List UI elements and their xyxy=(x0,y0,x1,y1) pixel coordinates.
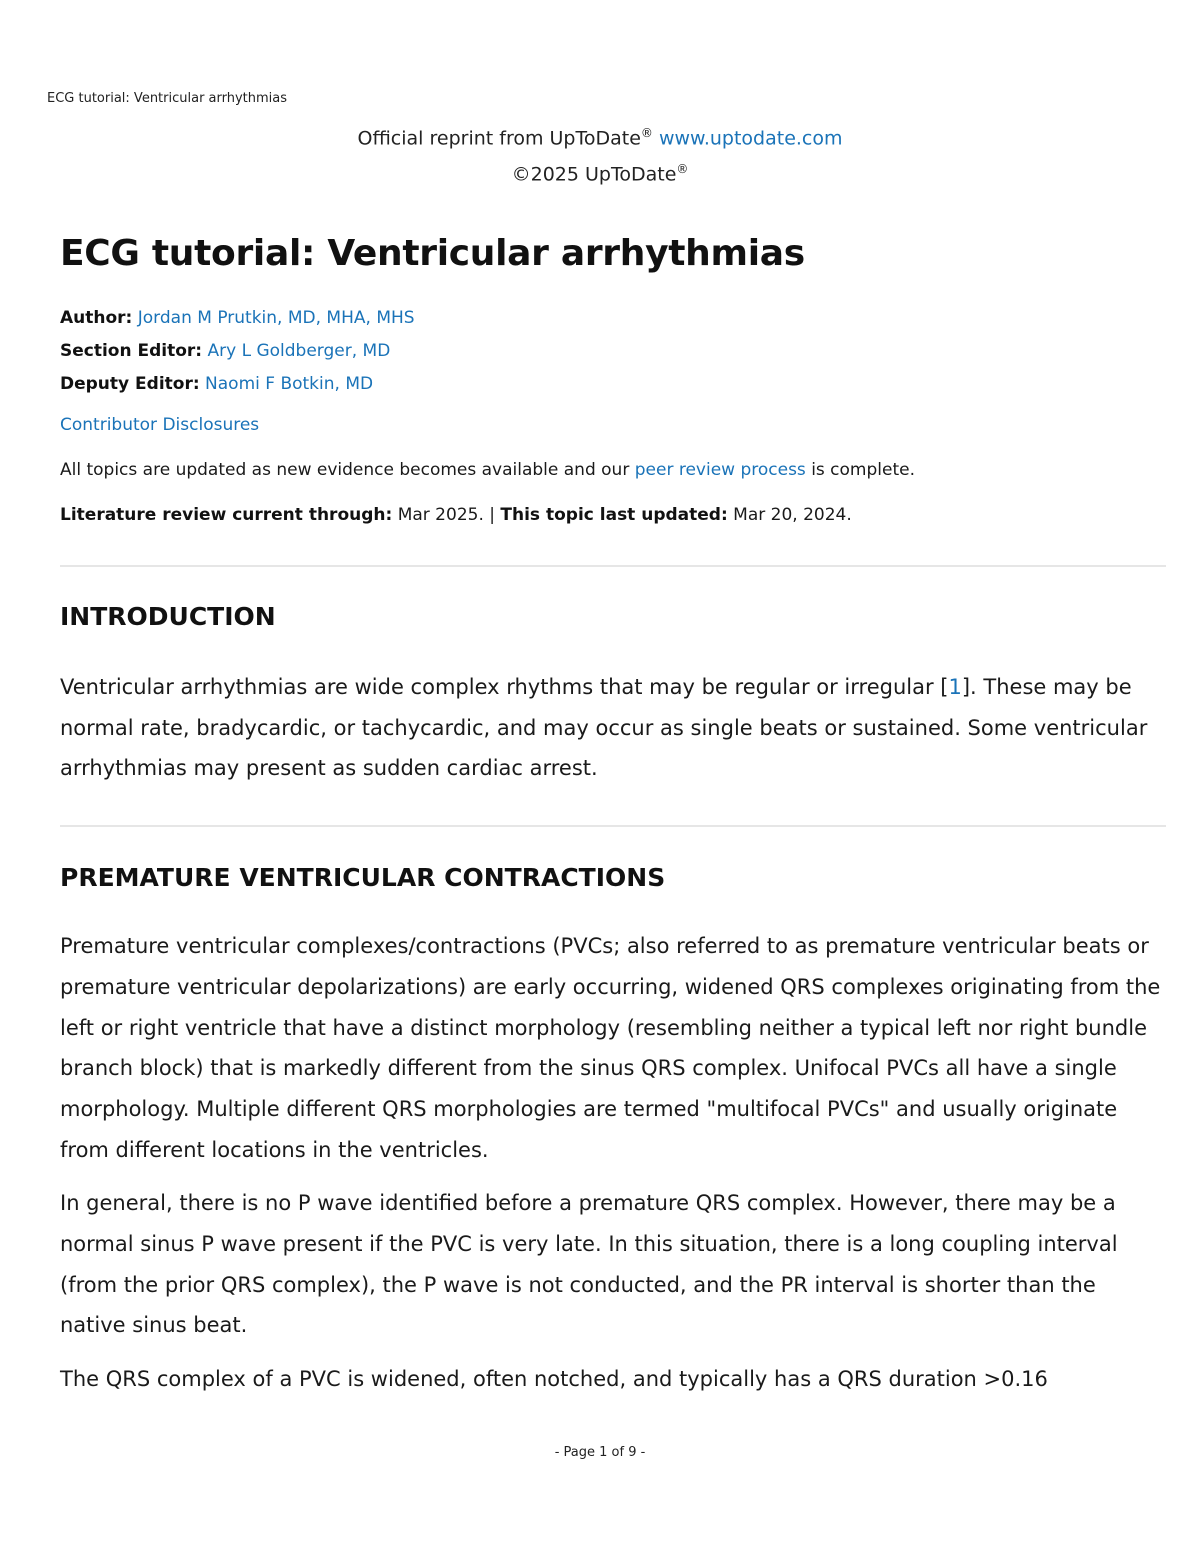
reprint-line-2 xyxy=(0,154,1200,190)
section-editor-row xyxy=(60,335,1166,368)
introduction-heading: INTRODUCTION xyxy=(60,602,276,631)
running-header: ECG tutorial: Ventricular arrhythmias xyxy=(47,91,288,106)
update-policy-text xyxy=(60,458,1166,482)
disclosures-row xyxy=(60,413,1166,437)
last-updated-date: Mar 20, 2024. xyxy=(733,505,852,525)
author-label: Author: xyxy=(60,308,133,328)
author-row xyxy=(60,302,1166,335)
reprint-line-1 xyxy=(0,118,1200,154)
peer-review-link[interactable]: peer review process xyxy=(634,460,806,480)
intro-text-2: ]. These may be normal rate, bradycardic, or tachycardic, and may occur as single beats or sustained. Some ventricular arrhythmias may present as sudden cardiac arrest. xyxy=(60,675,1148,781)
intro-text-1: Ventricular arrhythmias are wide complex rhythms that may be regular or irregular [ xyxy=(60,675,949,699)
pvc-heading: PREMATURE VENTRICULAR CONTRACTIONS xyxy=(60,863,666,893)
author-link[interactable]: Jordan M Prutkin, MD, MHA, MHS xyxy=(137,308,415,328)
section-editor-label: Section Editor: xyxy=(60,341,203,361)
pvc-paragraph-3: The QRS complex of a PVC is widened, often notched, and typically has a QRS duration >0.16 xyxy=(60,1367,1048,1392)
divider xyxy=(60,825,1166,827)
update-policy-prefix: All topics are updated as new evidence becomes available and our xyxy=(60,460,630,480)
contributor-disclosures-link[interactable]: Contributor Disclosures xyxy=(60,415,260,435)
update-policy-suffix: is complete. xyxy=(811,460,915,480)
deputy-editor-link[interactable]: Naomi F Botkin, MD xyxy=(205,374,374,394)
last-updated-label: This topic last updated: xyxy=(500,505,728,525)
deputy-editor-label: Deputy Editor: xyxy=(60,374,200,394)
page-number-footer: - Page 1 of 9 - xyxy=(554,1445,646,1460)
pvc-paragraph-2: In general, there is no P wave identified before a premature QRS complex. However, there may be a normal sinus P wave present if the PVC is very late. In this situation, there is a long coupling interval (from the prior QRS complex), the P wave is not conducted, and the PR interval is shorter than the native sinus beat. xyxy=(60,1191,1118,1338)
review-separator: | xyxy=(489,505,495,525)
deputy-editor-row xyxy=(60,368,1166,401)
divider xyxy=(60,565,1166,567)
introduction-paragraph xyxy=(60,667,1166,789)
registered-mark-2: ® xyxy=(676,162,689,177)
article-content xyxy=(60,226,1166,1400)
page-title: ECG tutorial: Ventricular arrhythmias xyxy=(60,233,805,274)
review-dates xyxy=(60,503,1166,527)
copyright-text: ©2025 UpToDate xyxy=(511,163,677,186)
pvc-paragraph-1: Premature ventricular complexes/contractions (PVCs; also referred to as premature ventricular beats or premature ventricular depolarizations) are early occurring, widened QRS complexes originating from the left or right ventricle that have a distinct morphology (resembling neither a typical left nor right bundle branch block) that is markedly different from the sinus QRS complex. Unifocal PVCs all have a single morphology. Multiple different QRS morphologies are termed "multifocal PVCs" and usually originate from different locations in the ventricles. xyxy=(60,934,1161,1162)
registered-mark: ® xyxy=(640,126,653,140)
lit-review-date: Mar 2025. xyxy=(397,505,484,525)
reprint-notice xyxy=(0,118,1200,191)
lit-review-label: Literature review current through: xyxy=(60,505,393,525)
article-metadata xyxy=(60,302,1166,401)
uptodate-link[interactable]: www.uptodate.com xyxy=(658,127,843,150)
reprint-text: Official reprint from UpToDate xyxy=(357,127,641,150)
section-editor-link[interactable]: Ary L Goldberger, MD xyxy=(207,341,391,361)
reference-link-1[interactable]: 1 xyxy=(948,675,962,699)
